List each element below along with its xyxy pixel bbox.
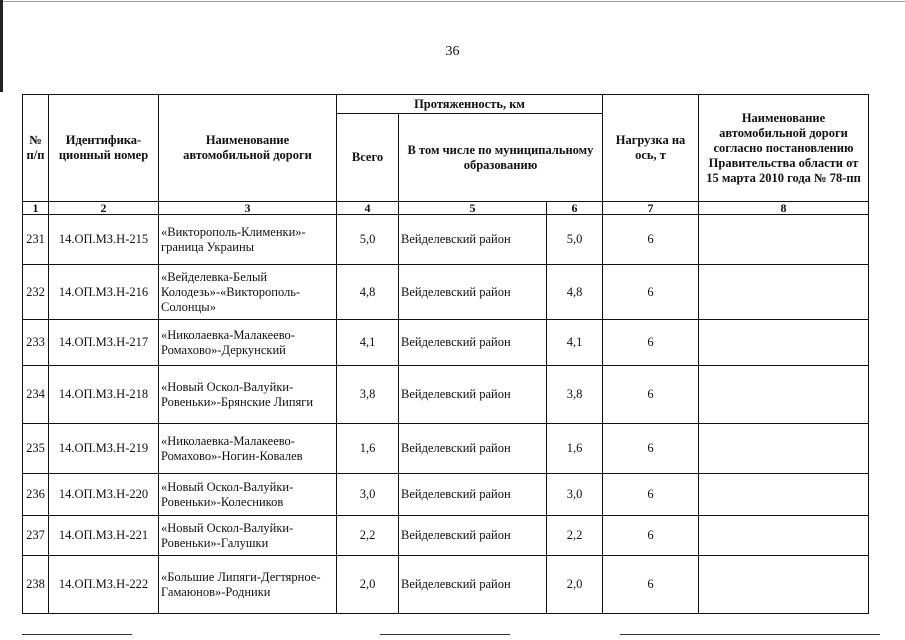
road-id: 14.ОП.МЗ.Н-218 [49, 366, 159, 424]
table-row [23, 265, 869, 320]
decree-name [699, 516, 869, 556]
length-total: 3,0 [337, 474, 399, 516]
column-number: 6 [547, 202, 603, 215]
length-total: 3,8 [337, 366, 399, 424]
road-id: 14.ОП.МЗ.Н-220 [49, 474, 159, 516]
header-road-name: Наименование автомобильной дороги [159, 95, 337, 202]
district-length: 1,6 [547, 424, 603, 474]
bottom-rule-left [22, 634, 132, 635]
axle-load: 6 [603, 556, 699, 614]
column-number: 3 [159, 202, 337, 215]
length-total: 2,2 [337, 516, 399, 556]
road-name: «Большие Липяги-Дегтярное-Гамаюнов»-Родники [159, 556, 337, 614]
district-name: Вейделевский район [399, 265, 547, 320]
column-number: 7 [603, 202, 699, 215]
column-number: 2 [49, 202, 159, 215]
header-including: В том числе по муниципальному образованию [399, 114, 603, 202]
column-number: 4 [337, 202, 399, 215]
table-row [23, 320, 869, 366]
axle-load: 6 [603, 320, 699, 366]
row-number: 232 [23, 265, 49, 320]
road-id: 14.ОП.МЗ.Н-221 [49, 516, 159, 556]
header-total: Всего [337, 114, 399, 202]
table-row [23, 366, 869, 424]
length-total: 2,0 [337, 556, 399, 614]
table-row [23, 215, 869, 265]
district-name: Вейделевский район [399, 556, 547, 614]
bottom-rule-mid [380, 634, 510, 635]
road-name: «Викторополь-Клименки»-граница Украины [159, 215, 337, 265]
road-name: «Новый Оскол-Валуйки-Ровеньки»-Галушки [159, 516, 337, 556]
top-edge-line [0, 1, 905, 2]
row-number: 231 [23, 215, 49, 265]
district-name: Вейделевский район [399, 320, 547, 366]
road-name: «Николаевка-Малакеево-Ромахово»-Ногин-Ковалев [159, 424, 337, 474]
header-id: Идентифика-ционный номер [49, 95, 159, 202]
axle-load: 6 [603, 215, 699, 265]
length-total: 4,8 [337, 265, 399, 320]
decree-name [699, 424, 869, 474]
road-name: «Новый Оскол-Валуйки-Ровеньки»-Брянские Липяги [159, 366, 337, 424]
roads-table [22, 94, 869, 614]
road-id: 14.ОП.МЗ.Н-222 [49, 556, 159, 614]
header-decree-name: Наименование автомобильной дороги согласно постановлению Правительства области от 15 марта 2010 года № 78-пп [699, 95, 869, 202]
road-id: 14.ОП.МЗ.Н-216 [49, 265, 159, 320]
header-axle-load: Нагрузка на ось, т [603, 95, 699, 202]
axle-load: 6 [603, 366, 699, 424]
decree-name [699, 320, 869, 366]
district-name: Вейделевский район [399, 424, 547, 474]
header-length: Протяженность, км [337, 95, 603, 114]
axle-load: 6 [603, 516, 699, 556]
length-total: 4,1 [337, 320, 399, 366]
axle-load: 6 [603, 265, 699, 320]
table-row [23, 516, 869, 556]
column-number: 1 [23, 202, 49, 215]
district-length: 2,2 [547, 516, 603, 556]
decree-name [699, 556, 869, 614]
row-number: 236 [23, 474, 49, 516]
decree-name [699, 474, 869, 516]
row-number: 238 [23, 556, 49, 614]
road-id: 14.ОП.МЗ.Н-215 [49, 215, 159, 265]
table-row [23, 474, 869, 516]
row-number: 234 [23, 366, 49, 424]
district-length: 2,0 [547, 556, 603, 614]
table-row [23, 424, 869, 474]
road-name: «Вейделевка-Белый Колодезь»-«Викторополь-Солонцы» [159, 265, 337, 320]
page-number: 36 [445, 44, 460, 59]
table-row [23, 556, 869, 614]
column-number: 5 [399, 202, 547, 215]
district-length: 4,8 [547, 265, 603, 320]
road-id: 14.ОП.МЗ.Н-219 [49, 424, 159, 474]
bottom-rule-right [620, 634, 880, 635]
road-id: 14.ОП.МЗ.Н-217 [49, 320, 159, 366]
district-name: Вейделевский район [399, 366, 547, 424]
axle-load: 6 [603, 424, 699, 474]
district-name: Вейделевский район [399, 474, 547, 516]
row-number: 235 [23, 424, 49, 474]
road-name: «Николаевка-Малакеево-Ромахово»-Деркунский [159, 320, 337, 366]
district-length: 5,0 [547, 215, 603, 265]
header-column-numbers [23, 202, 869, 215]
district-length: 3,8 [547, 366, 603, 424]
header-no: № п/п [23, 95, 49, 202]
road-name: «Новый Оскол-Валуйки-Ровеньки»-Колесников [159, 474, 337, 516]
length-total: 5,0 [337, 215, 399, 265]
district-name: Вейделевский район [399, 215, 547, 265]
district-length: 3,0 [547, 474, 603, 516]
axle-load: 6 [603, 474, 699, 516]
row-number: 237 [23, 516, 49, 556]
decree-name [699, 366, 869, 424]
table-body [23, 215, 869, 614]
table-header [23, 95, 869, 215]
row-number: 233 [23, 320, 49, 366]
district-name: Вейделевский район [399, 516, 547, 556]
column-number: 8 [699, 202, 869, 215]
length-total: 1,6 [337, 424, 399, 474]
decree-name [699, 265, 869, 320]
district-length: 4,1 [547, 320, 603, 366]
decree-name [699, 215, 869, 265]
